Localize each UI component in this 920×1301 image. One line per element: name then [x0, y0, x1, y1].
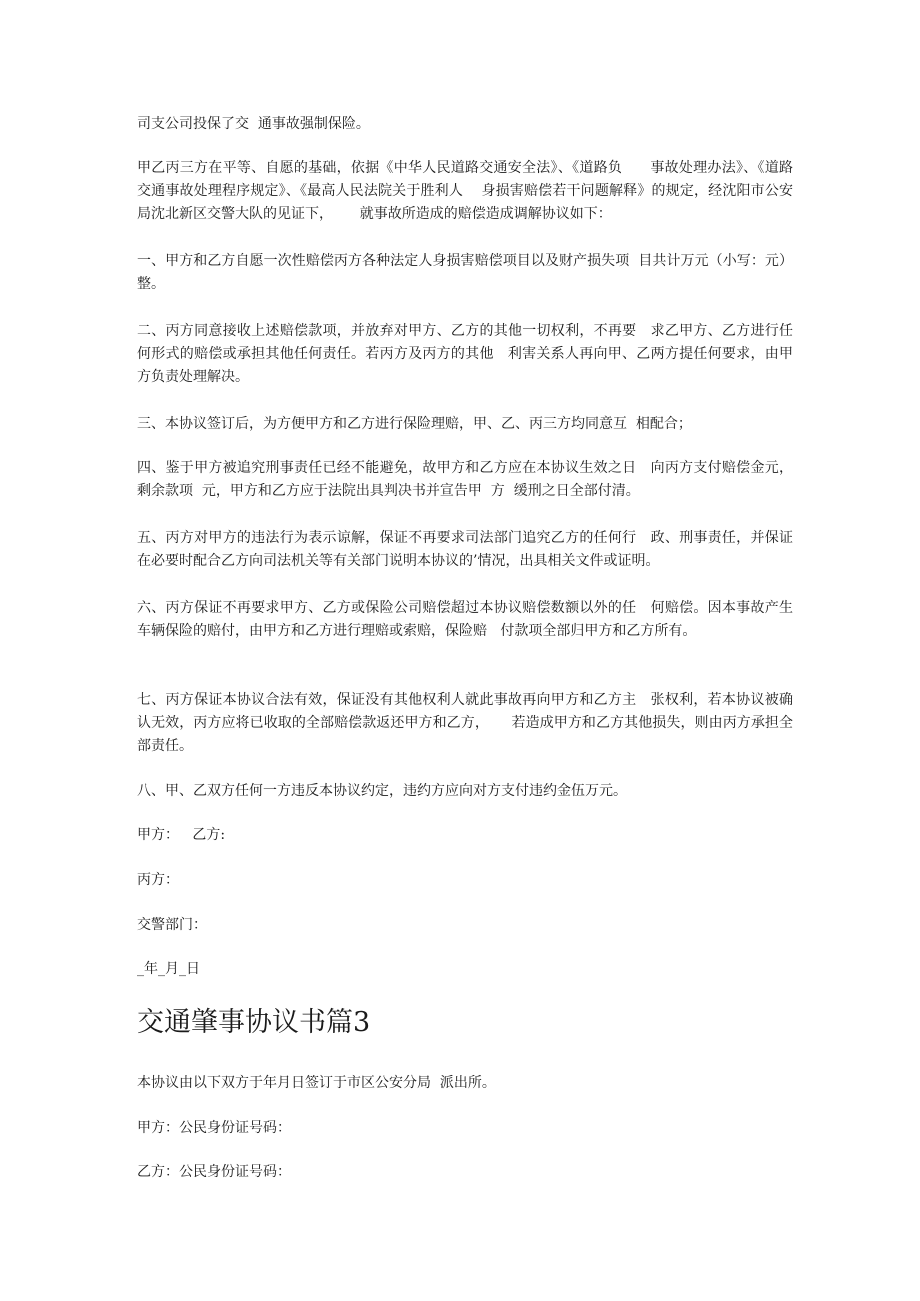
- paragraph-6: 四、鉴于甲方被追究刑事责任已经不能避免，故甲方和乙方应在本协议生效之日 向丙方支付赔偿金元，剩余款项 元，甲方和乙方应于法院出具判决书并宣告甲 方 缓刑之日全部付清。: [137, 460, 793, 499]
- paragraph-3: 一、甲方和乙方自愿一次性赔偿丙方各种法定人身损害赔偿项目以及财产损失项 目共计万元（小写：元）整。: [137, 253, 793, 292]
- signature-line-traffic-police: 交警部门：: [137, 917, 207, 933]
- paragraph-after-1: 本协议由以下双方于年月日签订于市区公安分局 派出所。: [137, 1075, 496, 1091]
- paragraph-1: 司支公司投保了交 通事故强制保险。: [137, 116, 370, 132]
- signature-line-third-party: 丙方：: [137, 872, 179, 888]
- date-line: _年_月_日: [137, 961, 200, 977]
- paragraph-5: 三、本协议签订后，为方便甲方和乙方进行保险理赔，甲、乙、丙三方均同意互 相配合；: [137, 416, 692, 432]
- section-heading: 交通肇事协议书篇3: [137, 1007, 371, 1038]
- paragraph-after-2: 甲方：公民身份证号码：: [137, 1120, 291, 1136]
- paragraph-2: 甲乙丙三方在平等、自愿的基础，依据《中华人民道路交通安全法》、《道路负 事故处理办法》、《道路交通事故处理程序规定》、《最高人民法院关于胜利人 身损害赔偿若干问题解释》的规定，经沈阳市公安局沈北新区交警大队的见证下， 就事故所造成的赔偿造成调解协议如下：: [137, 160, 793, 222]
- paragraph-8: 六、丙方保证不再要求甲方、乙方或保险公司赔偿超过本协议赔偿数额以外的任 何赔偿。因本事故产生车辆保险的赔付，由甲方和乙方进行理赔或索赔，保险赔 付款项全部归甲方和乙方所有。: [137, 600, 793, 639]
- paragraph-10: 八、甲、乙双方任何一方违反本协议约定，违约方应向对方支付违约金伍万元。: [137, 783, 627, 799]
- paragraph-7: 五、丙方对甲方的违法行为表示谅解，保证不再要求司法部门追究乙方的任何行 政、刑事责任，并保证在必要时配合乙方向司法机关等有关部门说明本协议的’情况，出具相关文件或证明。: [137, 530, 793, 569]
- signature-line-parties: 甲方： 乙方:: [137, 827, 226, 843]
- paragraph-after-3: 乙方：公民身份证号码：: [137, 1164, 291, 1180]
- paragraph-9: 七、丙方保证本协议合法有效，保证没有其他权利人就此事故再向甲方和乙方主 张权利，若本协议被确认无效，丙方应将已收取的全部赔偿款返还甲方和乙方， 若造成甲方和乙方其他损失，则由丙方承担全部责任。: [137, 692, 793, 754]
- paragraph-4: 二、丙方同意接收上述赔偿款项，并放弃对甲方、乙方的其他一切权利，不再要 求乙甲方、乙方进行任何形式的赔偿或承担其他任何责任。若丙方及丙方的其他 利害关系人再向甲、乙两方提任何要求，由甲方负责处理解决。: [137, 323, 793, 385]
